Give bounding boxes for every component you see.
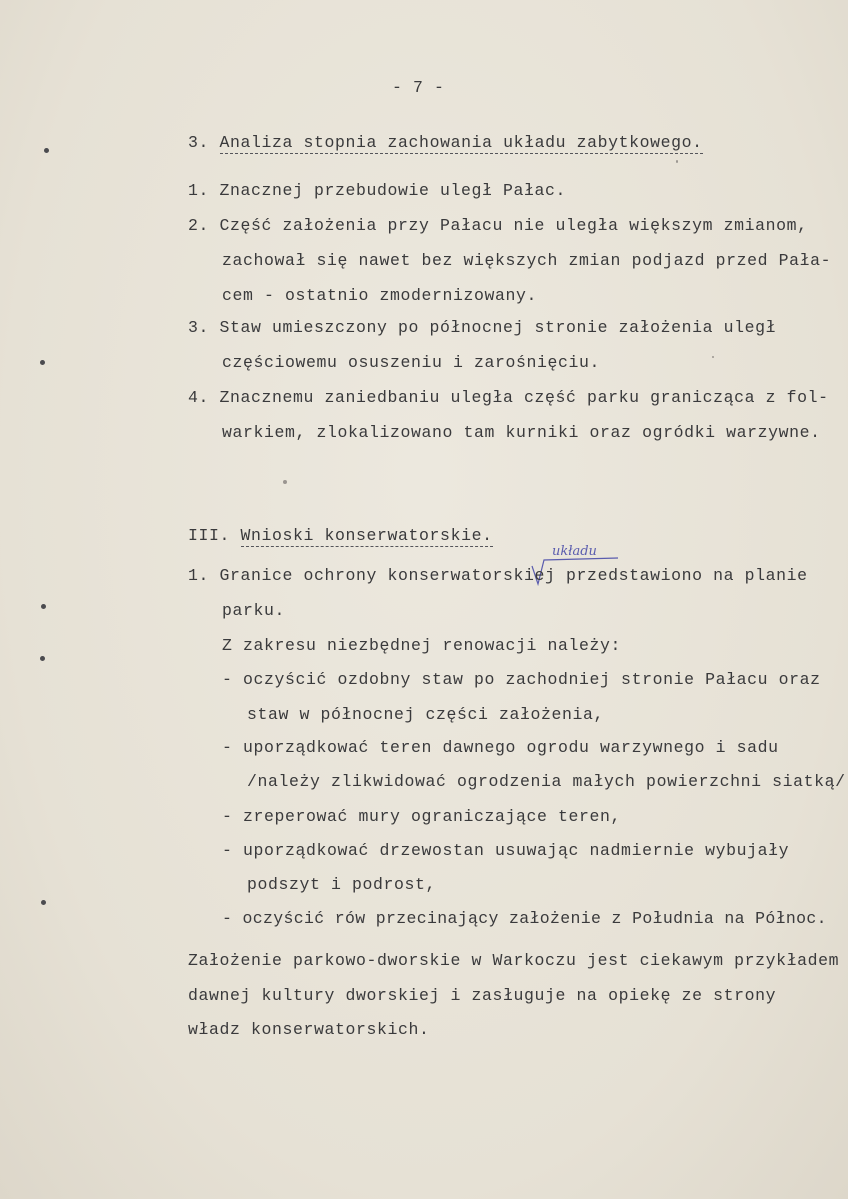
- handwritten-insert: układu: [552, 544, 597, 559]
- section-iii-line: 1. Granice ochrony konserwatorskiej przedstawiono na planie: [188, 566, 808, 585]
- section-iii-title: Wnioski konserwatorskie.: [240, 526, 493, 545]
- page-number: - 7 -: [392, 78, 445, 97]
- closing-line: Założenie parkowo-dworskie w Warkoczu jest ciekawym przykładem: [188, 951, 840, 970]
- section-3-title: Analiza stopnia zachowania układu zabytkowego.: [219, 133, 703, 152]
- section-3-line: zachował się nawet bez większych zmian podjazd przed Pała-: [222, 251, 832, 270]
- section-3-line: 4. Znacznemu zaniedbaniu uległa część parku granicząca z fol-: [188, 388, 829, 407]
- paper-speck: [283, 480, 287, 484]
- section-iii-line: /należy zlikwidować ogrodzenia małych powierzchni siatką/: [247, 772, 846, 791]
- section-iii-line: staw w północnej części założenia,: [247, 705, 605, 724]
- punch-hole-mark: [40, 360, 45, 365]
- section-3-number: 3.: [188, 133, 210, 152]
- punch-hole-mark: [41, 604, 46, 609]
- closing-line: dawnej kultury dworskiej i zasługuje na opiekę ze strony: [188, 986, 777, 1005]
- section-3-line: warkiem, zlokalizowano tam kurniki oraz ogródki warzywne.: [222, 423, 821, 442]
- section-iii-line: - zreperować mury ograniczające teren,: [222, 807, 622, 826]
- punch-hole-mark: [40, 656, 45, 661]
- section-iii-line: Z zakresu niezbędnej renowacji należy:: [222, 636, 622, 655]
- section-3-line: częściowemu osuszeniu i zarośnięciu.: [222, 353, 601, 372]
- section-3-line: 1. Znacznej przebudowie uległ Pałac.: [188, 181, 567, 200]
- section-3-line: cem - ostatnio zmodernizowany.: [222, 286, 538, 305]
- section-iii-number: III.: [188, 526, 231, 545]
- section-3-heading: [188, 133, 703, 152]
- section-3-line: 2. Część założenia przy Pałacu nie uległa większym zmianom,: [188, 216, 808, 235]
- section-iii-line: parku.: [222, 601, 286, 620]
- section-iii-line: - oczyścić ozdobny staw po zachodniej stronie Pałacu oraz: [222, 670, 821, 689]
- paper-speck: [676, 160, 678, 163]
- paper-speck: [712, 356, 714, 358]
- section-3-line: 3. Staw umieszczony po północnej stronie założenia uległ: [188, 318, 777, 337]
- closing-line: władz konserwatorskich.: [188, 1020, 430, 1039]
- punch-hole-mark: [44, 148, 49, 153]
- punch-hole-mark: [41, 900, 46, 905]
- section-iii-heading: [188, 526, 493, 545]
- section-iii-line: podszyt i podrost,: [247, 875, 437, 894]
- section-iii-line: - uporządkować teren dawnego ogrodu warzywnego i sadu: [222, 738, 779, 757]
- section-iii-line: - oczyścić rów przecinający założenie z Południa na Północ.: [222, 909, 827, 928]
- section-iii-line: - uporządkować drzewostan usuwając nadmiernie wybujały: [222, 841, 790, 860]
